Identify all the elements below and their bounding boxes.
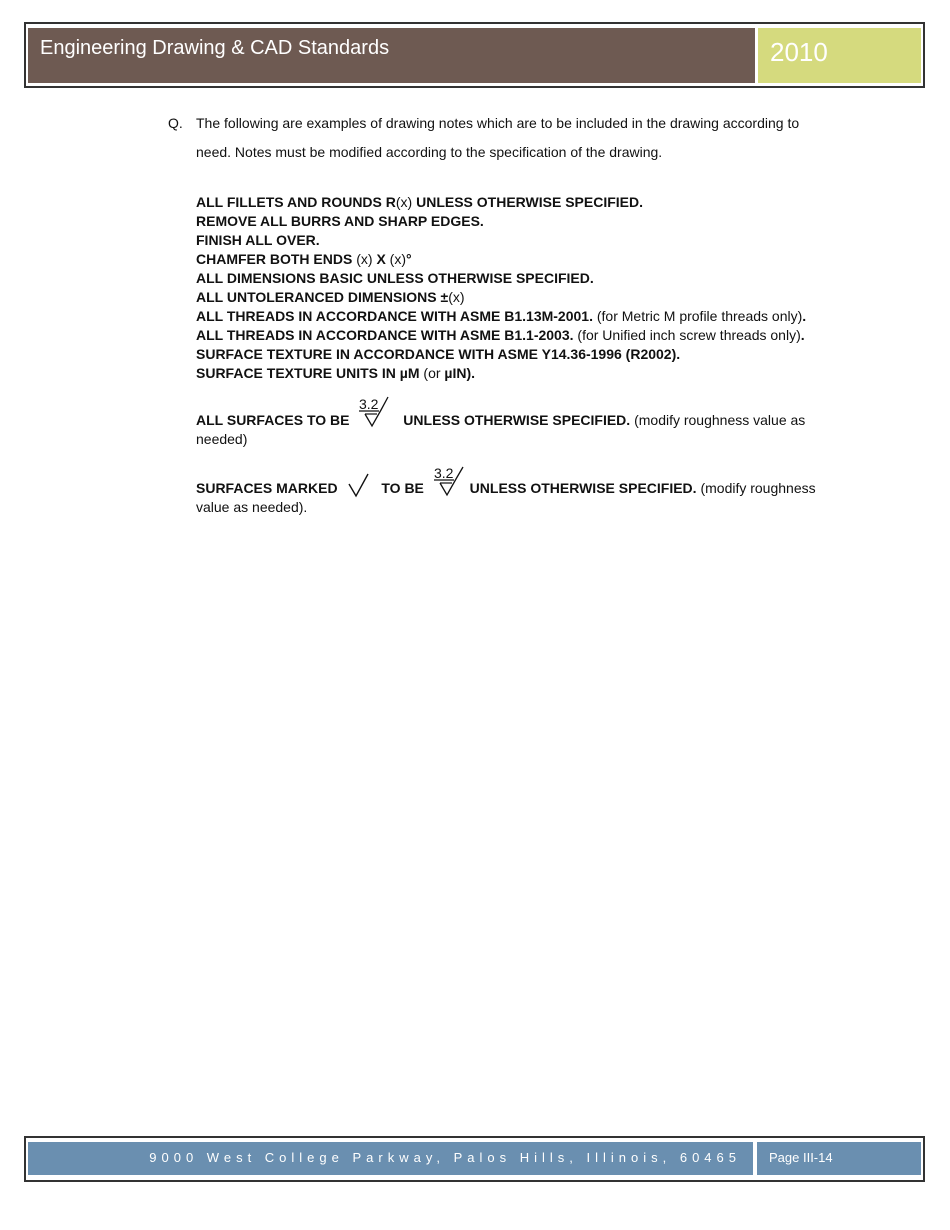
page-content <box>168 109 828 517</box>
note-fillets: ALL FILLETS AND ROUNDS R(x) UNLESS OTHERWISE SPECIFIED. <box>196 194 643 210</box>
footer-page-number: Page III-14 <box>757 1142 921 1175</box>
note-surface-texture: SURFACE TEXTURE IN ACCORDANCE WITH ASME Y14.36-1996 (R2002). <box>196 346 681 362</box>
header-year: 2010 <box>758 28 921 83</box>
surface-finish-symbol-icon <box>357 396 391 430</box>
question-paragraph <box>168 109 828 167</box>
drawing-notes-list <box>168 193 828 383</box>
footer-address: 9000 West College Parkway, Palos Hills, Illinois, 60465 <box>28 1142 753 1175</box>
note-dimensions-basic: ALL DIMENSIONS BASIC UNLESS OTHERWISE SPECIFIED. <box>196 270 594 286</box>
header-title: Engineering Drawing & CAD Standards <box>28 28 755 83</box>
surface-finish-symbol-icon <box>432 466 466 498</box>
note-surfaces-marked: SURFACES MARKED TO BE 3.2 UNLESS OTHERWISE SPECIFIED. (modify roughness value as needed). <box>196 466 816 515</box>
note-chamfer: CHAMFER BOTH ENDS (x) X (x)° <box>196 251 412 267</box>
roughness-value: 3.2 <box>359 396 379 412</box>
check-mark-symbol-icon <box>347 472 371 498</box>
roughness-value: 3.2 <box>433 466 454 481</box>
question-text: The following are examples of drawing notes which are to be included in the drawing according to need. Notes must be modified according to the specification of the drawing. <box>196 115 800 160</box>
page-footer <box>24 1136 925 1182</box>
note-all-surfaces: ALL SURFACES TO BE 3.2 UNLESS OTHERWISE SPECIFIED. (modify roughness value as needed) <box>196 396 806 447</box>
question-label: Q. <box>168 115 183 131</box>
note-threads-unified: ALL THREADS IN ACCORDANCE WITH ASME B1.1-2003. (for Unified inch screw threads only). <box>196 327 805 343</box>
note-burrs: REMOVE ALL BURRS AND SHARP EDGES. <box>196 213 484 229</box>
note-finish: FINISH ALL OVER. <box>196 232 320 248</box>
note-untoleranced: ALL UNTOLERANCED DIMENSIONS ±(x) <box>196 289 465 305</box>
note-surface-units: SURFACE TEXTURE UNITS IN µM (or µIN). <box>196 365 476 381</box>
page-header <box>24 22 925 88</box>
note-threads-metric: ALL THREADS IN ACCORDANCE WITH ASME B1.13M-2001. (for Metric M profile threads only). <box>196 308 807 324</box>
